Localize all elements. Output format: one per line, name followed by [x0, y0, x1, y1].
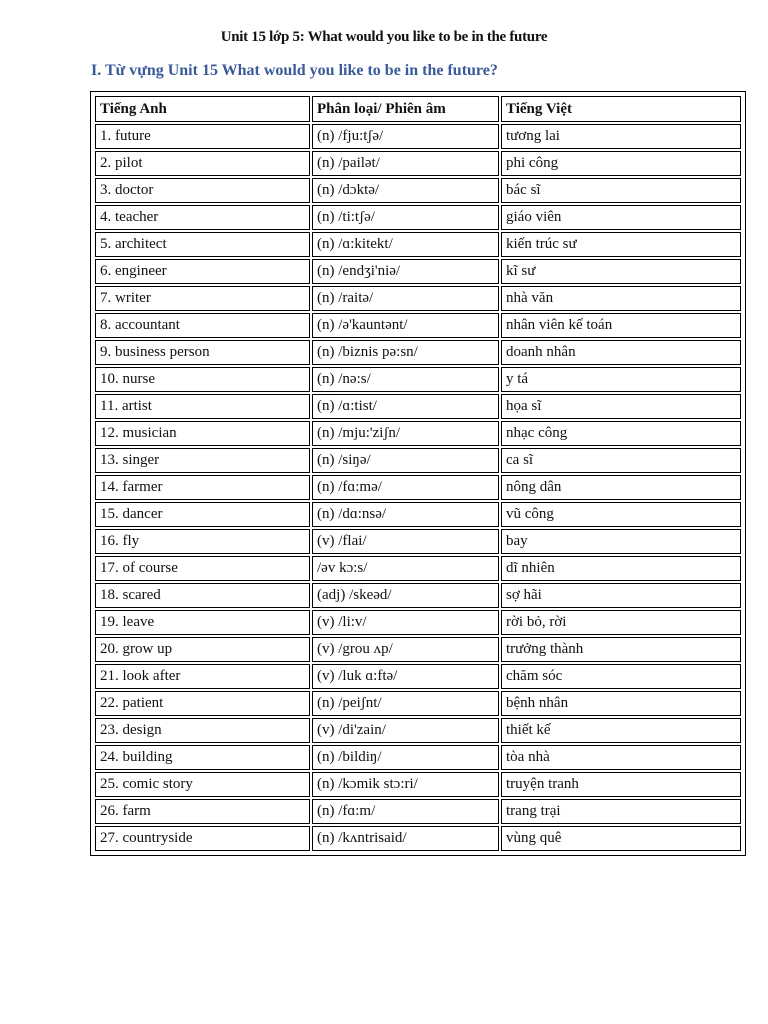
cell-vietnamese: nhân viên kế toán	[501, 313, 741, 338]
cell-type-phonetic: (n) /peiʃnt/	[312, 691, 499, 716]
table-row	[95, 583, 741, 608]
table-row	[95, 205, 741, 230]
table-row	[95, 772, 741, 797]
cell-type-phonetic: (n) /pailət/	[312, 151, 499, 176]
cell-vietnamese: trưởng thành	[501, 637, 741, 662]
section-heading: I. Từ vựng Unit 15 What would you like to be in the future?	[91, 62, 498, 79]
cell-type-phonetic: (n) /kɔmik stɔ:ri/	[312, 772, 499, 797]
cell-english: 2. pilot	[95, 151, 310, 176]
cell-vietnamese: sợ hãi	[501, 583, 741, 608]
table-row	[95, 475, 741, 500]
cell-vietnamese: bay	[501, 529, 741, 554]
cell-type-phonetic: (v) /grou ʌp/	[312, 637, 499, 662]
cell-vietnamese: nhà văn	[501, 286, 741, 311]
cell-english: 23. design	[95, 718, 310, 743]
cell-type-phonetic: (n) /fju:tʃə/	[312, 124, 499, 149]
cell-vietnamese: truyện tranh	[501, 772, 741, 797]
table-row	[95, 394, 741, 419]
cell-vietnamese: phi công	[501, 151, 741, 176]
table-header-row	[95, 96, 741, 122]
cell-type-phonetic: (n) /dɔktə/	[312, 178, 499, 203]
cell-type-phonetic: (n) /kʌntrisaid/	[312, 826, 499, 851]
cell-vietnamese: thiết kế	[501, 718, 741, 743]
cell-type-phonetic: /əv kɔ:s/	[312, 556, 499, 581]
cell-type-phonetic: (v) /luk ɑ:ftə/	[312, 664, 499, 689]
cell-type-phonetic: (n) /siŋə/	[312, 448, 499, 473]
table-row	[95, 151, 741, 176]
cell-type-phonetic: (n) /bildiŋ/	[312, 745, 499, 770]
table-row	[95, 124, 741, 149]
cell-vietnamese: tương lai	[501, 124, 741, 149]
cell-vietnamese: rời bỏ, rời	[501, 610, 741, 635]
table-row	[95, 637, 741, 662]
cell-type-phonetic: (n) /raitə/	[312, 286, 499, 311]
table-row	[95, 178, 741, 203]
cell-english: 13. singer	[95, 448, 310, 473]
cell-vietnamese: vùng quê	[501, 826, 741, 851]
cell-type-phonetic: (n) /ə'kauntənt/	[312, 313, 499, 338]
cell-vietnamese: bác sĩ	[501, 178, 741, 203]
cell-english: 4. teacher	[95, 205, 310, 230]
cell-type-phonetic: (n) /biznis pə:sn/	[312, 340, 499, 365]
cell-vietnamese: vũ công	[501, 502, 741, 527]
cell-type-phonetic: (n) /endʒi'niə/	[312, 259, 499, 284]
cell-english: 12. musician	[95, 421, 310, 446]
cell-type-phonetic: (n) /dɑ:nsə/	[312, 502, 499, 527]
table-row	[95, 529, 741, 554]
table-row	[95, 826, 741, 851]
cell-english: 17. of course	[95, 556, 310, 581]
cell-english: 18. scared	[95, 583, 310, 608]
cell-vietnamese: nhạc công	[501, 421, 741, 446]
cell-type-phonetic: (n) /ɑ:kitekt/	[312, 232, 499, 257]
cell-vietnamese: dĩ nhiên	[501, 556, 741, 581]
cell-type-phonetic: (v) /li:v/	[312, 610, 499, 635]
cell-english: 25. comic story	[95, 772, 310, 797]
cell-type-phonetic: (v) /di'zain/	[312, 718, 499, 743]
table-body	[95, 124, 741, 851]
table-row	[95, 286, 741, 311]
table-row	[95, 313, 741, 338]
table-row	[95, 421, 741, 446]
cell-vietnamese: trang trại	[501, 799, 741, 824]
table-row	[95, 745, 741, 770]
cell-english: 10. nurse	[95, 367, 310, 392]
cell-type-phonetic: (n) /fɑ:m/	[312, 799, 499, 824]
table-row	[95, 232, 741, 257]
cell-type-phonetic: (n) /ɑ:tist/	[312, 394, 499, 419]
cell-english: 16. fly	[95, 529, 310, 554]
cell-english: 27. countryside	[95, 826, 310, 851]
table-row	[95, 718, 741, 743]
vocabulary-table	[90, 91, 746, 856]
cell-vietnamese: giáo viên	[501, 205, 741, 230]
cell-vietnamese: y tá	[501, 367, 741, 392]
cell-english: 11. artist	[95, 394, 310, 419]
cell-vietnamese: tòa nhà	[501, 745, 741, 770]
cell-english: 20. grow up	[95, 637, 310, 662]
cell-type-phonetic: (n) /mju:'ziʃn/	[312, 421, 499, 446]
table-row	[95, 556, 741, 581]
vocabulary-grid	[93, 94, 743, 853]
cell-english: 24. building	[95, 745, 310, 770]
cell-type-phonetic: (n) /ti:tʃə/	[312, 205, 499, 230]
cell-type-phonetic: (n) /fɑ:mə/	[312, 475, 499, 500]
cell-type-phonetic: (adj) /skeəd/	[312, 583, 499, 608]
cell-vietnamese: kiến trúc sư	[501, 232, 741, 257]
cell-english: 7. writer	[95, 286, 310, 311]
table-row	[95, 340, 741, 365]
cell-type-phonetic: (n) /nə:s/	[312, 367, 499, 392]
cell-english: 14. farmer	[95, 475, 310, 500]
header-english: Tiếng Anh	[95, 96, 310, 122]
cell-english: 5. architect	[95, 232, 310, 257]
cell-english: 22. patient	[95, 691, 310, 716]
table-row	[95, 691, 741, 716]
cell-english: 6. engineer	[95, 259, 310, 284]
cell-vietnamese: chăm sóc	[501, 664, 741, 689]
header-vietnamese: Tiếng Việt	[501, 96, 741, 122]
cell-vietnamese: bệnh nhân	[501, 691, 741, 716]
table-row	[95, 664, 741, 689]
cell-english: 3. doctor	[95, 178, 310, 203]
cell-english: 15. dancer	[95, 502, 310, 527]
cell-english: 1. future	[95, 124, 310, 149]
cell-vietnamese: kĩ sư	[501, 259, 741, 284]
cell-type-phonetic: (v) /flai/	[312, 529, 499, 554]
table-row	[95, 448, 741, 473]
table-row	[95, 502, 741, 527]
cell-vietnamese: họa sĩ	[501, 394, 741, 419]
cell-english: 26. farm	[95, 799, 310, 824]
cell-english: 21. look after	[95, 664, 310, 689]
cell-vietnamese: ca sĩ	[501, 448, 741, 473]
table-row	[95, 367, 741, 392]
cell-vietnamese: doanh nhân	[501, 340, 741, 365]
header-type-phonetic: Phân loại/ Phiên âm	[312, 96, 499, 122]
cell-vietnamese: nông dân	[501, 475, 741, 500]
cell-english: 9. business person	[95, 340, 310, 365]
table-row	[95, 259, 741, 284]
cell-english: 19. leave	[95, 610, 310, 635]
table-row	[95, 799, 741, 824]
cell-english: 8. accountant	[95, 313, 310, 338]
table-row	[95, 610, 741, 635]
page-title: Unit 15 lớp 5: What would you like to be in the future	[220, 29, 548, 45]
